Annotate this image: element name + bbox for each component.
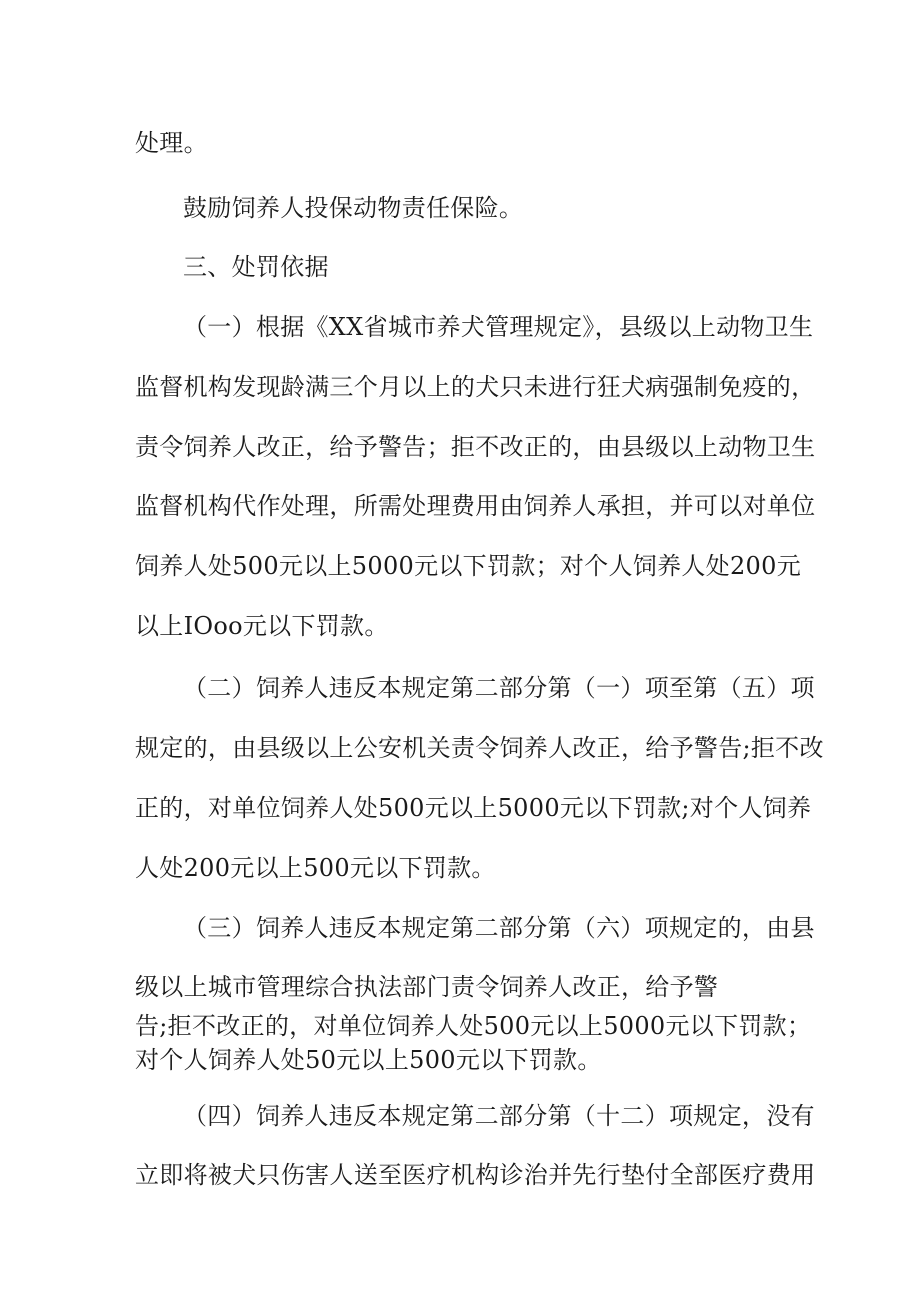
section-heading: 三、处罚依据 [183, 253, 329, 281]
text-line: （三）饲养人违反本规定第二部分第（六）项规定的，由县 [183, 914, 815, 942]
text-line: 对个人饲养人处50元以上500元以下罚款。 [135, 1046, 602, 1074]
text-line: （一）根据《XX省城市养犬管理规定》，县级以上动物卫生 [183, 313, 814, 341]
text-line: 以上IOoo元以下罚款。 [135, 612, 389, 640]
text-line: 立即将被犬只伤害人送至医疗机构诊治并先行垫付全部医疗费用 [135, 1161, 816, 1189]
text-line: 饲养人处500元以上5000元以下罚款；对个人饲养人处200元 [135, 552, 801, 580]
text-line: 正的，对单位饲养人处500元以上5000元以下罚款;对个人饲养 [135, 794, 812, 822]
text-line: 监督机构代作处理，所需处理费用由饲养人承担，并可以对单位 [135, 492, 816, 520]
text-line: 处理。 [135, 129, 208, 157]
text-line: 监督机构发现龄满三个月以上的犬只未进行狂犬病强制免疫的， [135, 373, 816, 401]
text-line: 规定的，由县级以上公安机关责令饲养人改正，给予警告;拒不改 [135, 734, 824, 762]
text-line: 责令饲养人改正，给予警告；拒不改正的，由县级以上动物卫生 [135, 433, 816, 461]
text-line: 告;拒不改正的，对单位饲养人处500元以上5000元以下罚款； [135, 1012, 812, 1040]
text-line: （二）饲养人违反本规定第二部分第（一）项至第（五）项 [183, 674, 815, 702]
text-line: （四）饲养人违反本规定第二部分第（十二）项规定，没有 [183, 1102, 815, 1130]
text-line: 人处200元以上500元以下罚款。 [135, 854, 496, 882]
text-line: 级以上城市管理综合执法部门责令饲养人改正，给予警 [135, 973, 719, 1001]
text-line: 鼓励饲养人投保动物责任保险。 [183, 194, 524, 222]
